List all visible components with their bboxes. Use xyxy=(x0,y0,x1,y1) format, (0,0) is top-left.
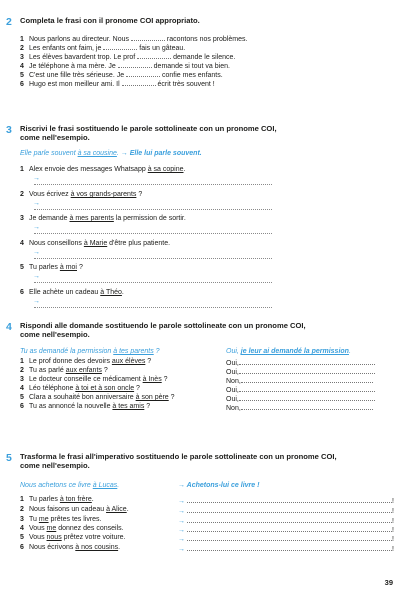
answer-blank[interactable] xyxy=(131,34,165,41)
exercise-item: 3 Les élèves bavardent trop. Le prof demande le silence. xyxy=(20,54,236,61)
arrow-icon: → xyxy=(33,298,40,305)
arrow-icon: → xyxy=(178,527,185,534)
exercise-item: 6 Tu as annoncé la nouvelle à tes amis ? xyxy=(20,403,151,410)
exercise-item: 5 C'est une fille très sérieuse. Je confie mes enfants. xyxy=(20,72,223,79)
exercise-item: 3 Tu me prêtes tes livres. xyxy=(20,516,102,523)
arrow-icon: → xyxy=(178,508,185,515)
answer-line[interactable] xyxy=(34,177,272,185)
example-line: Nous achetons ce livre à Lucas. xyxy=(20,482,120,489)
exercise-item: 1 Alex envoie des messages Whatsapp à sa copine. xyxy=(20,166,186,173)
answer-field[interactable]: → ! xyxy=(178,498,394,505)
exercise-item: 1 Tu parles à ton frère. xyxy=(20,496,94,503)
response-field[interactable]: Oui, xyxy=(226,385,375,395)
exercise-4 xyxy=(6,321,406,412)
exercise-5 xyxy=(6,452,406,553)
exercise-title: Completa le frasi con il pronome COI appropriato. xyxy=(20,16,200,25)
exercise-title: Rispondi alle domande sostituendo le parole sottolineate con un pronome COI, come nell'esempio. xyxy=(20,321,306,339)
exercise-item: 5 Vous nous prêtez votre voiture. xyxy=(20,534,126,541)
exercise-item: 4 Nous conseillons à Marie d'être plus patiente. xyxy=(20,240,171,247)
arrow-icon: → xyxy=(178,498,185,505)
answer-blank[interactable] xyxy=(137,52,171,59)
arrow-icon: → xyxy=(33,249,40,256)
exercise-number: 3 xyxy=(6,124,12,136)
exercise-item: 3 Je demande à mes parents la permission de sortir. xyxy=(20,215,186,222)
example-line: Elle parle souvent à sa cousine. → Elle lui parle souvent. xyxy=(20,150,202,157)
exercise-item: 2 Vous écrivez à vos grands-parents ? xyxy=(20,191,143,198)
response-field[interactable]: Oui, xyxy=(226,394,375,404)
arrow-icon: → xyxy=(33,224,40,231)
exercise-item: 6 Hugo est mon meilleur ami. Il écrit très souvent ! xyxy=(20,81,215,88)
answer-field[interactable]: → ! xyxy=(178,546,394,553)
answer-blank[interactable] xyxy=(103,43,137,50)
answer-line[interactable] xyxy=(34,300,272,308)
exercise-item: 1 Nous parlons au directeur. Nous racontons nos problèmes. xyxy=(20,36,248,43)
exercise-3 xyxy=(6,124,406,305)
response-field[interactable]: Non, xyxy=(226,376,373,386)
answer-line[interactable] xyxy=(34,251,272,259)
exercise-item: 3 Le docteur conseille ce médicament à Inès ? xyxy=(20,376,168,383)
answer-line[interactable] xyxy=(34,275,272,283)
exercise-title: Trasforma le frasi all'imperativo sostituendo le parole sottolineate con un pronome COI, come nell'esempio. xyxy=(20,452,337,470)
exercise-item: 6 Elle achète un cadeau à Théo. xyxy=(20,289,124,296)
arrow-icon: → xyxy=(178,536,185,543)
exercise-item: 4 Léo téléphone à toi et à son oncle ? xyxy=(20,385,140,392)
exercise-number: 5 xyxy=(6,452,12,464)
answer-blank[interactable] xyxy=(118,61,152,68)
answer-blank[interactable] xyxy=(126,70,160,77)
example-answer: Oui, je leur ai demandé la permission. xyxy=(226,348,351,355)
arrow-icon: → xyxy=(178,546,185,553)
answer-line[interactable] xyxy=(34,226,272,234)
arrow-icon: → xyxy=(33,273,40,280)
answer-field[interactable]: → ! xyxy=(178,536,394,543)
arrow-icon: → xyxy=(33,175,40,182)
exercise-item: 5 Clara a souhaité bon anniversaire à son père ? xyxy=(20,394,175,401)
answer-blank[interactable] xyxy=(122,79,156,86)
exercise-number: 2 xyxy=(6,16,12,28)
exercise-item: 2 Nous faisons un cadeau à Alice. xyxy=(20,506,129,513)
exercise-item: 6 Nous écrivons à nos cousins. xyxy=(20,544,121,551)
response-field[interactable]: Oui, xyxy=(226,367,375,377)
exercise-item: 1 Le prof donne des devoirs aux élèves ? xyxy=(20,358,152,365)
exercise-item: 4 Je téléphone à ma mère. Je demande si tout va bien. xyxy=(20,63,230,70)
exercise-item: 4 Vous me donnez des conseils. xyxy=(20,525,124,532)
arrow-icon: → xyxy=(178,518,185,525)
exercise-item: 2 Tu as parlé aux enfants ? xyxy=(20,367,108,374)
exercise-number: 4 xyxy=(6,321,12,333)
answer-field[interactable]: → ! xyxy=(178,508,394,515)
exercise-title: Riscrivi le frasi sostituendo le parole sottolineate con un pronome COI, come nell'esempio. xyxy=(20,124,277,142)
answer-field[interactable]: → ! xyxy=(178,518,394,525)
exercise-2 xyxy=(6,16,406,88)
example-answer: → Achetons-lui ce livre ! xyxy=(178,482,260,489)
answer-line[interactable] xyxy=(34,202,272,210)
example-line: Tu as demandé la permission à tes parents ? xyxy=(20,348,160,355)
arrow-icon: → xyxy=(33,200,40,207)
exercise-item: 5 Tu parles à moi ? xyxy=(20,264,83,271)
response-field[interactable]: Non, xyxy=(226,403,373,413)
page-number: 39 xyxy=(384,578,393,587)
exercise-item: 2 Les enfants ont faim, je fais un gâteau. xyxy=(20,45,186,52)
response-field[interactable]: Oui, xyxy=(226,358,375,368)
answer-field[interactable]: → ! xyxy=(178,527,394,534)
